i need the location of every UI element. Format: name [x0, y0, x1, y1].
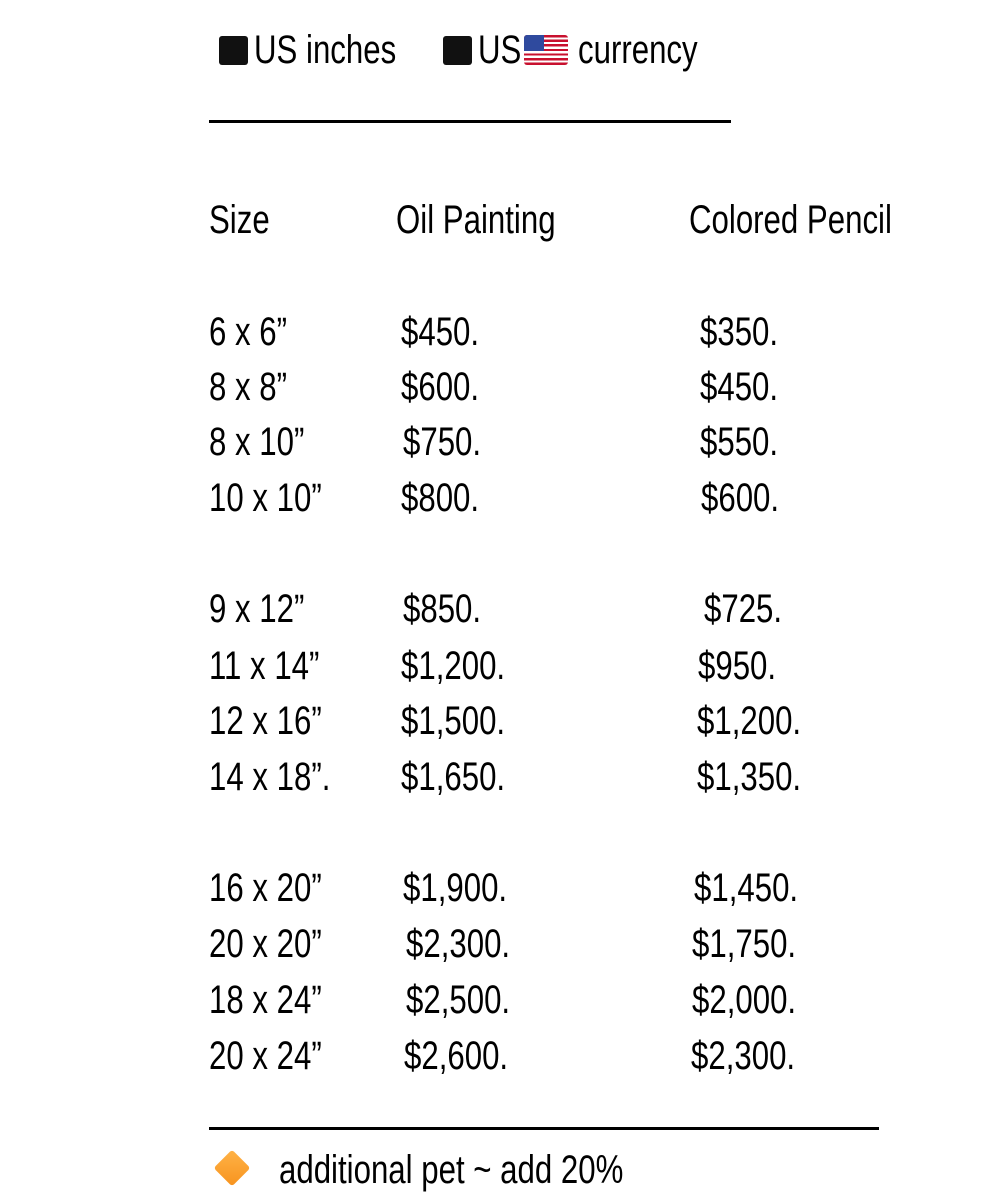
size-cell: 20 x 20”	[209, 922, 322, 966]
size-cell: 18 x 24”	[209, 978, 322, 1022]
footnote-text: additional pet ~ add 20%	[279, 1148, 624, 1192]
pencil-price-cell: $2,300.	[691, 1034, 796, 1078]
black-square-icon	[219, 36, 248, 65]
pencil-price-cell: $450.	[700, 365, 779, 409]
legend-inches	[219, 30, 436, 70]
oil-price-cell: $600.	[401, 365, 480, 409]
size-cell: 10 x 10”	[209, 476, 322, 520]
pencil-price-cell: $1,350.	[697, 755, 802, 799]
oil-price-cell: $1,500.	[401, 699, 506, 743]
oil-price-cell: $1,200.	[401, 644, 506, 688]
size-cell: 11 x 14”	[209, 644, 320, 688]
bottom-divider	[209, 1127, 879, 1130]
oil-price-cell: $1,650.	[401, 755, 506, 799]
oil-price-cell: $2,600.	[404, 1034, 509, 1078]
oil-price-cell: $2,300.	[406, 922, 511, 966]
orange-diamond-icon	[214, 1150, 251, 1187]
size-cell: 8 x 8”	[209, 365, 288, 409]
black-square-icon	[443, 36, 472, 65]
size-cell: 8 x 10”	[209, 420, 305, 464]
size-cell: 9 x 12”	[209, 587, 305, 631]
pencil-price-cell: $350.	[700, 310, 779, 354]
size-cell: 6 x 6”	[209, 310, 288, 354]
oil-price-cell: $450.	[401, 310, 480, 354]
header-oil-painting: Oil Painting	[396, 198, 556, 242]
oil-price-cell: $850.	[403, 587, 482, 631]
pencil-price-cell: $1,750.	[692, 922, 797, 966]
legend-currency-suffix: currency	[578, 28, 698, 72]
top-divider	[209, 120, 731, 123]
oil-price-cell: $750.	[403, 420, 482, 464]
footnote	[279, 1150, 720, 1190]
legend-currency	[443, 30, 731, 70]
pencil-price-cell: $600.	[701, 476, 780, 520]
pencil-price-cell: $2,000.	[692, 978, 797, 1022]
size-cell: 16 x 20”	[209, 866, 322, 910]
us-flag-icon	[524, 35, 568, 65]
oil-price-cell: $2,500.	[406, 978, 511, 1022]
pencil-price-cell: $1,450.	[694, 866, 799, 910]
pencil-price-cell: $725.	[704, 587, 783, 631]
header-size: Size	[209, 198, 270, 242]
oil-price-cell: $1,900.	[403, 866, 508, 910]
oil-price-cell: $800.	[401, 476, 480, 520]
legend-currency-prefix: US	[478, 28, 522, 72]
size-cell: 12 x 16”	[209, 699, 322, 743]
size-cell: 20 x 24”	[209, 1034, 322, 1078]
size-cell: 14 x 18”.	[209, 755, 331, 799]
pencil-price-cell: $950.	[698, 644, 777, 688]
pencil-price-cell: $550.	[700, 420, 779, 464]
legend-inches-label: US inches	[254, 28, 397, 72]
pencil-price-cell: $1,200.	[697, 699, 802, 743]
header-colored-pencil: Colored Pencil	[689, 198, 892, 242]
